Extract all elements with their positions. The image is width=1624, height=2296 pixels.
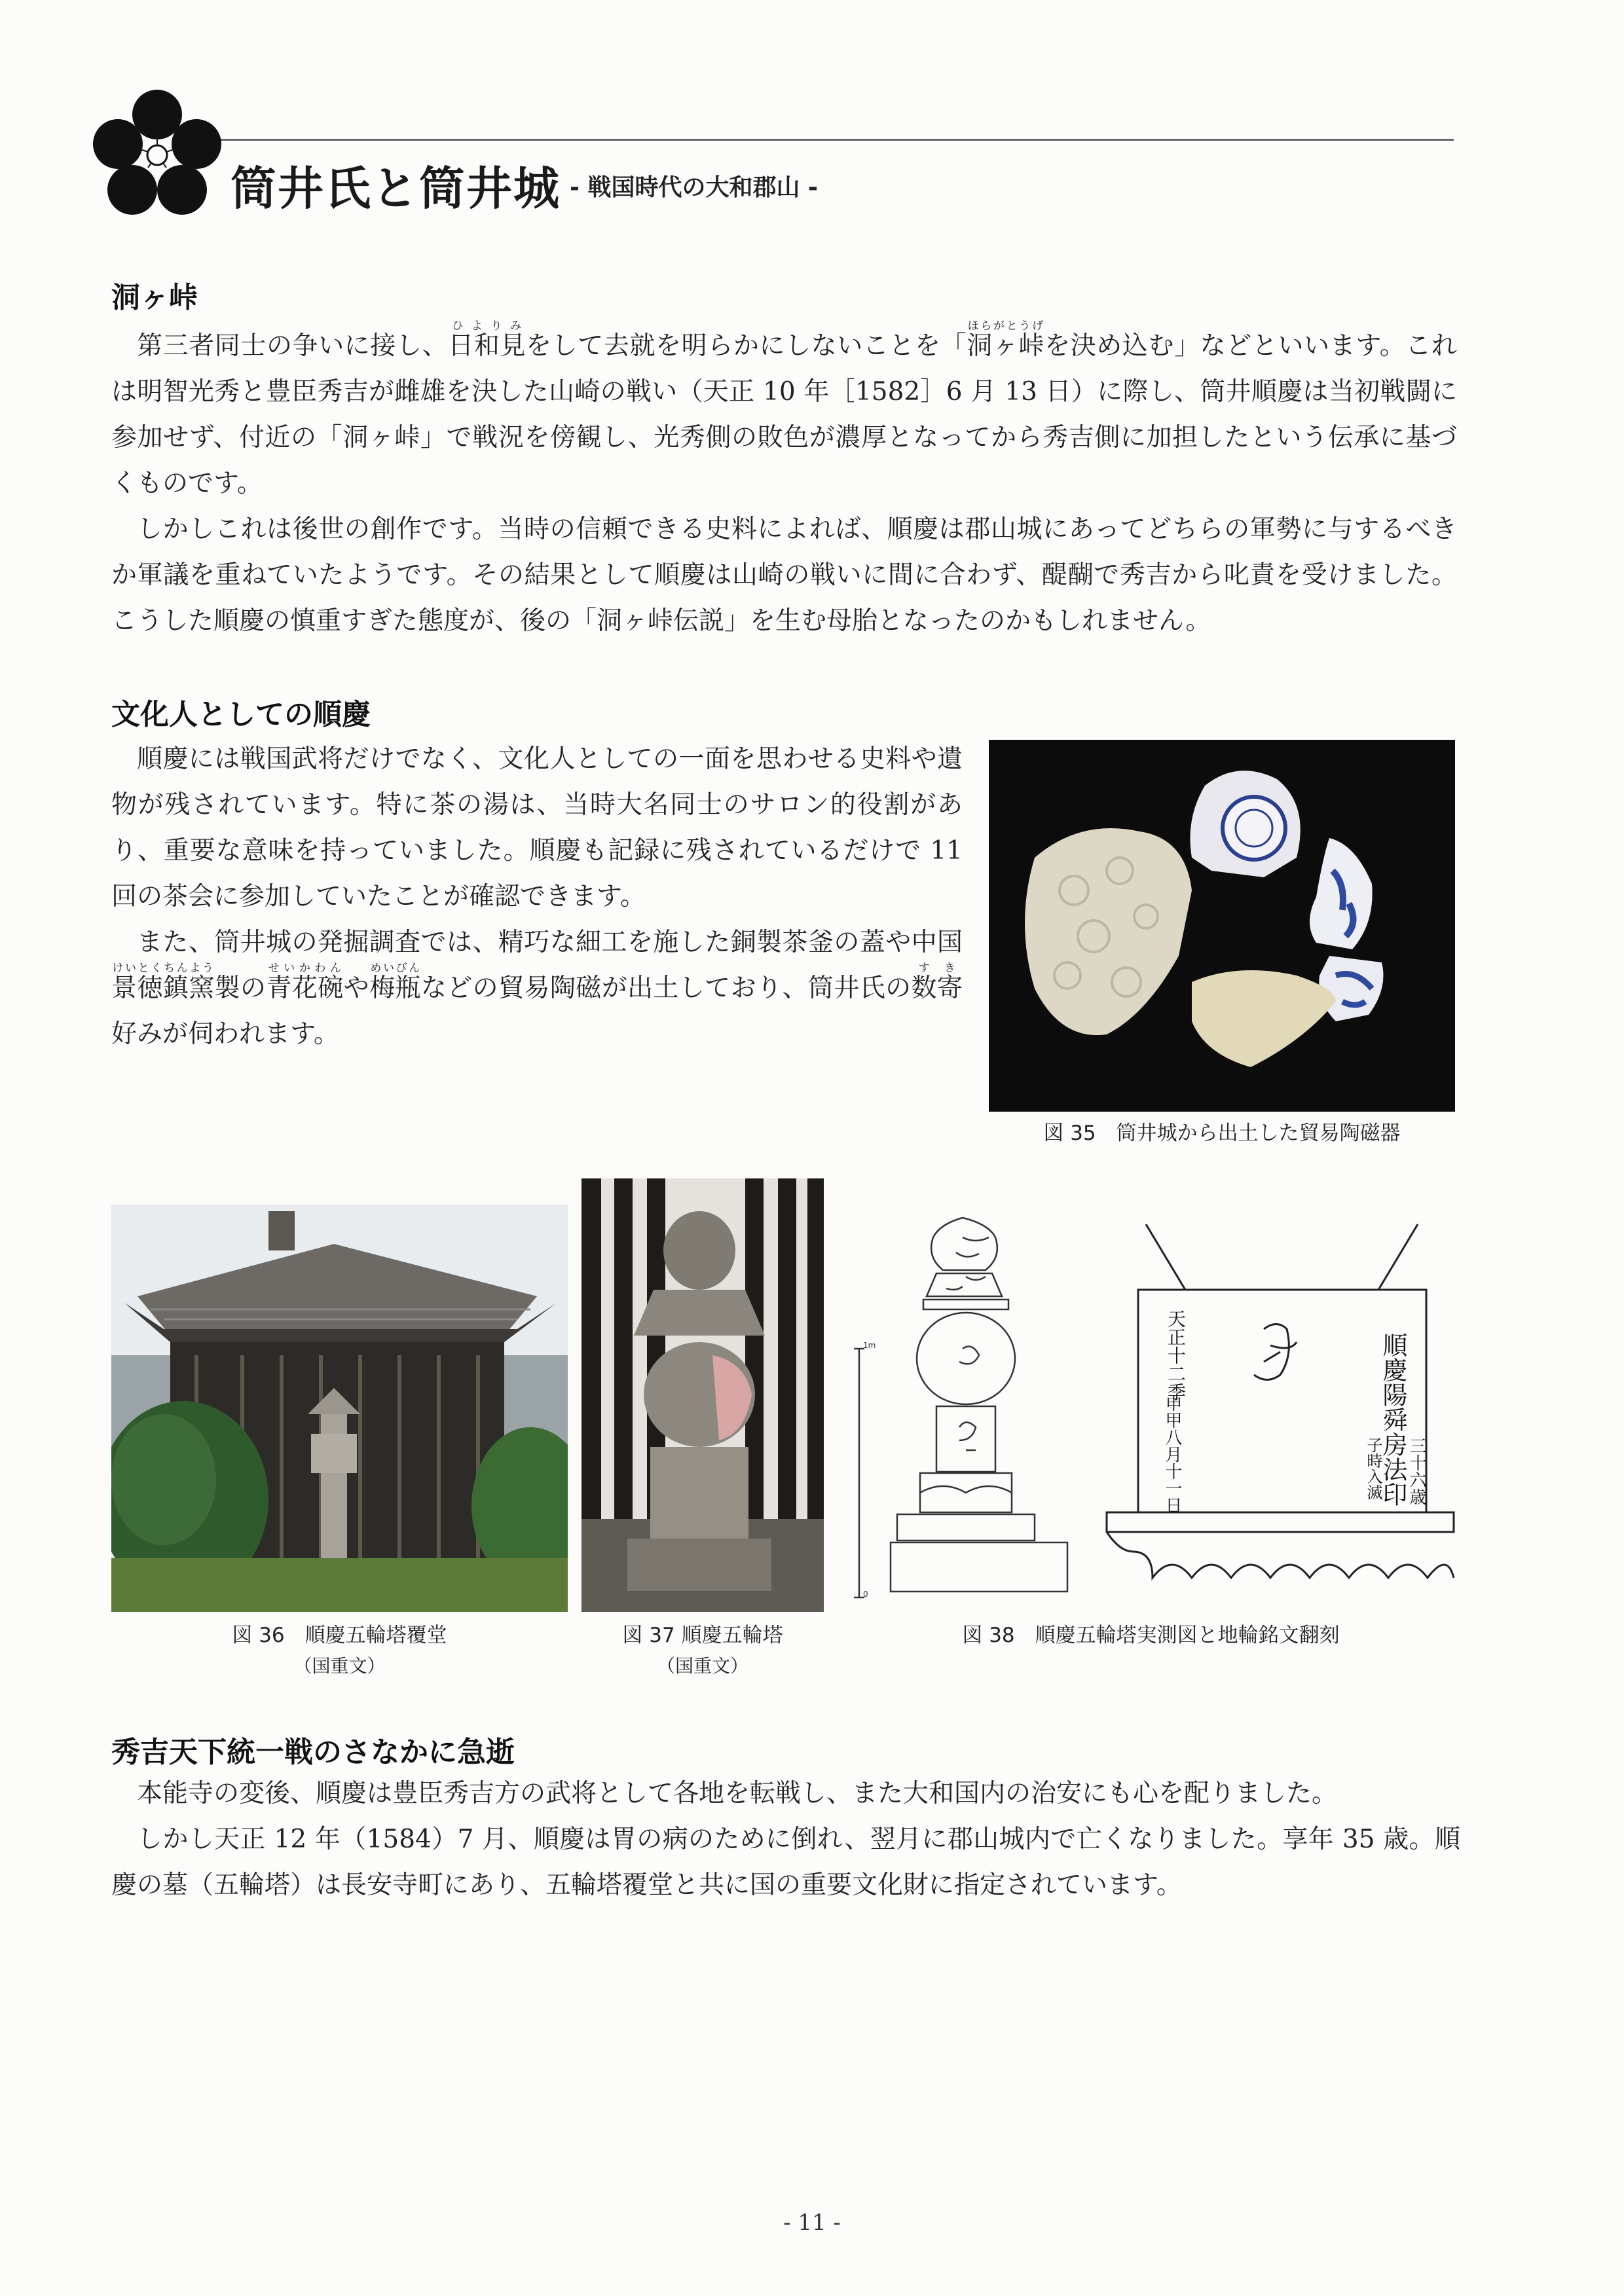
section-heading-cultured-junkei: 文化人としての順慶 [111,698,371,731]
inscription-era: 天正十二季 [1165,1309,1187,1401]
gorinto-photo [581,1178,824,1612]
figure-36-designation: （国重文） [293,1655,386,1677]
gorinto-measured-drawing [845,1198,1457,1604]
page-number: - 11 - [783,2210,841,2236]
scale-bottom-label: 0 [863,1590,868,1599]
gorinto-hall-photo [111,1205,568,1612]
section-heading-sudden-death: 秀吉天下統一戦のさなかに急逝 [111,1736,515,1769]
paragraph: 順慶には戦国武将だけでなく、文化人としての一面を思わせる史料や遺物が残されています。特に茶の湯は、当時大名同士のサロン的役割があり、重要な意味を持っていました。順慶も記録に残されているだけで 11 回の茶会に参加していたことが確認できます。 [111,744,963,911]
family-crest-icon [92,88,223,219]
section-body-sudden-death [111,1771,1460,1908]
title-rule [216,139,1454,141]
scale-top-label: 1m [863,1341,876,1350]
section-heading-horagatouge: 洞ヶ峠 [111,281,198,314]
section-body-horagatouge [111,319,1457,644]
inscription-name: 順慶陽舜房法印 [1378,1332,1407,1506]
paragraph: しかしこれは後世の創作です。当時の信頼できる史料によれば、順慶は郡山城にあってどちらの軍勢に与するべきか軍議を重ねていたようです。その結果として順慶は山崎の戦いに間に合わず、醍醐で秀吉から叱責を受けました。こうした順慶の慎重すぎた態度が、後の「洞ヶ峠伝説」を生む母胎となったのかもしれません。 [111,515,1457,636]
inscription-time: 子時入滅 [1364,1437,1382,1500]
inscription-age: 三十六歳 [1407,1437,1426,1505]
hall-illustration [111,1205,568,1612]
ceramics-illustration [989,740,1455,1112]
measured-drawing-illustration [845,1198,1457,1604]
figure-37-caption [581,1618,824,1678]
figure-35-caption: 図 35 筒井城から出土した貿易陶磁器 [1043,1121,1401,1145]
figure-36-title: 図 36 順慶五輪塔覆堂 [232,1624,447,1647]
figure-36-caption [111,1618,568,1678]
page-title: 筒井氏と筒井城 [231,162,561,215]
paragraph: 本能寺の変後、順慶は豊臣秀吉方の武将として各地を転戦し、また大和国内の治安にも心を配りました。 [137,1779,1338,1808]
paragraph: また、筒井城の発掘調査では、精巧な細工を施した銅製茶釜の蓋や中国景徳鎮窯けいとくちんよう製の青花碗せいかわんや梅瓶めいびんなどの貿易陶磁が出土しており、筒井氏の数寄すき好みが伺われます。 [111,928,963,1049]
ceramics-photo [989,740,1455,1112]
figure-38-caption: 図 38 順慶五輪塔実測図と地輪銘文翻刻 [962,1624,1340,1647]
inscription-date: 申甲八月十一日 [1162,1394,1182,1514]
paragraph: 第三者同士の争いに接し、日和見ひよりみをして去就を明らかにしないことを「洞ヶ峠ほらがとうげを決め込む」などといいます。これは明智光秀と豊臣秀吉が雌雄を決した山崎の戦い（天正 10 年［1582］6 月 13 日）に際し、筒井順慶は当初戦闘に参加せず、付近の「洞ヶ峠」で戦況を傍観し、光秀側の敗色が濃厚となってから秀吉側に加担したという伝承に基づくものです。 [111,319,1457,498]
figure-37-title: 図 37 順慶五輪塔 [622,1624,783,1647]
paragraph: しかし天正 12 年（1584）7 月、順慶は胃の病のために倒れ、翌月に郡山城内で亡くなりました。享年 35 歳。順慶の墓（五輪塔）は長安寺町にあり、五輪塔覆堂と共に国の重要文化財に指定されています。 [111,1825,1460,1900]
gorinto-photo-illustration [581,1178,824,1612]
figure-37-designation: （国重文） [656,1655,748,1677]
section-body-cultured-junkei [111,737,963,1057]
page-subtitle: - 戦国時代の大和郡山 - [570,174,818,201]
